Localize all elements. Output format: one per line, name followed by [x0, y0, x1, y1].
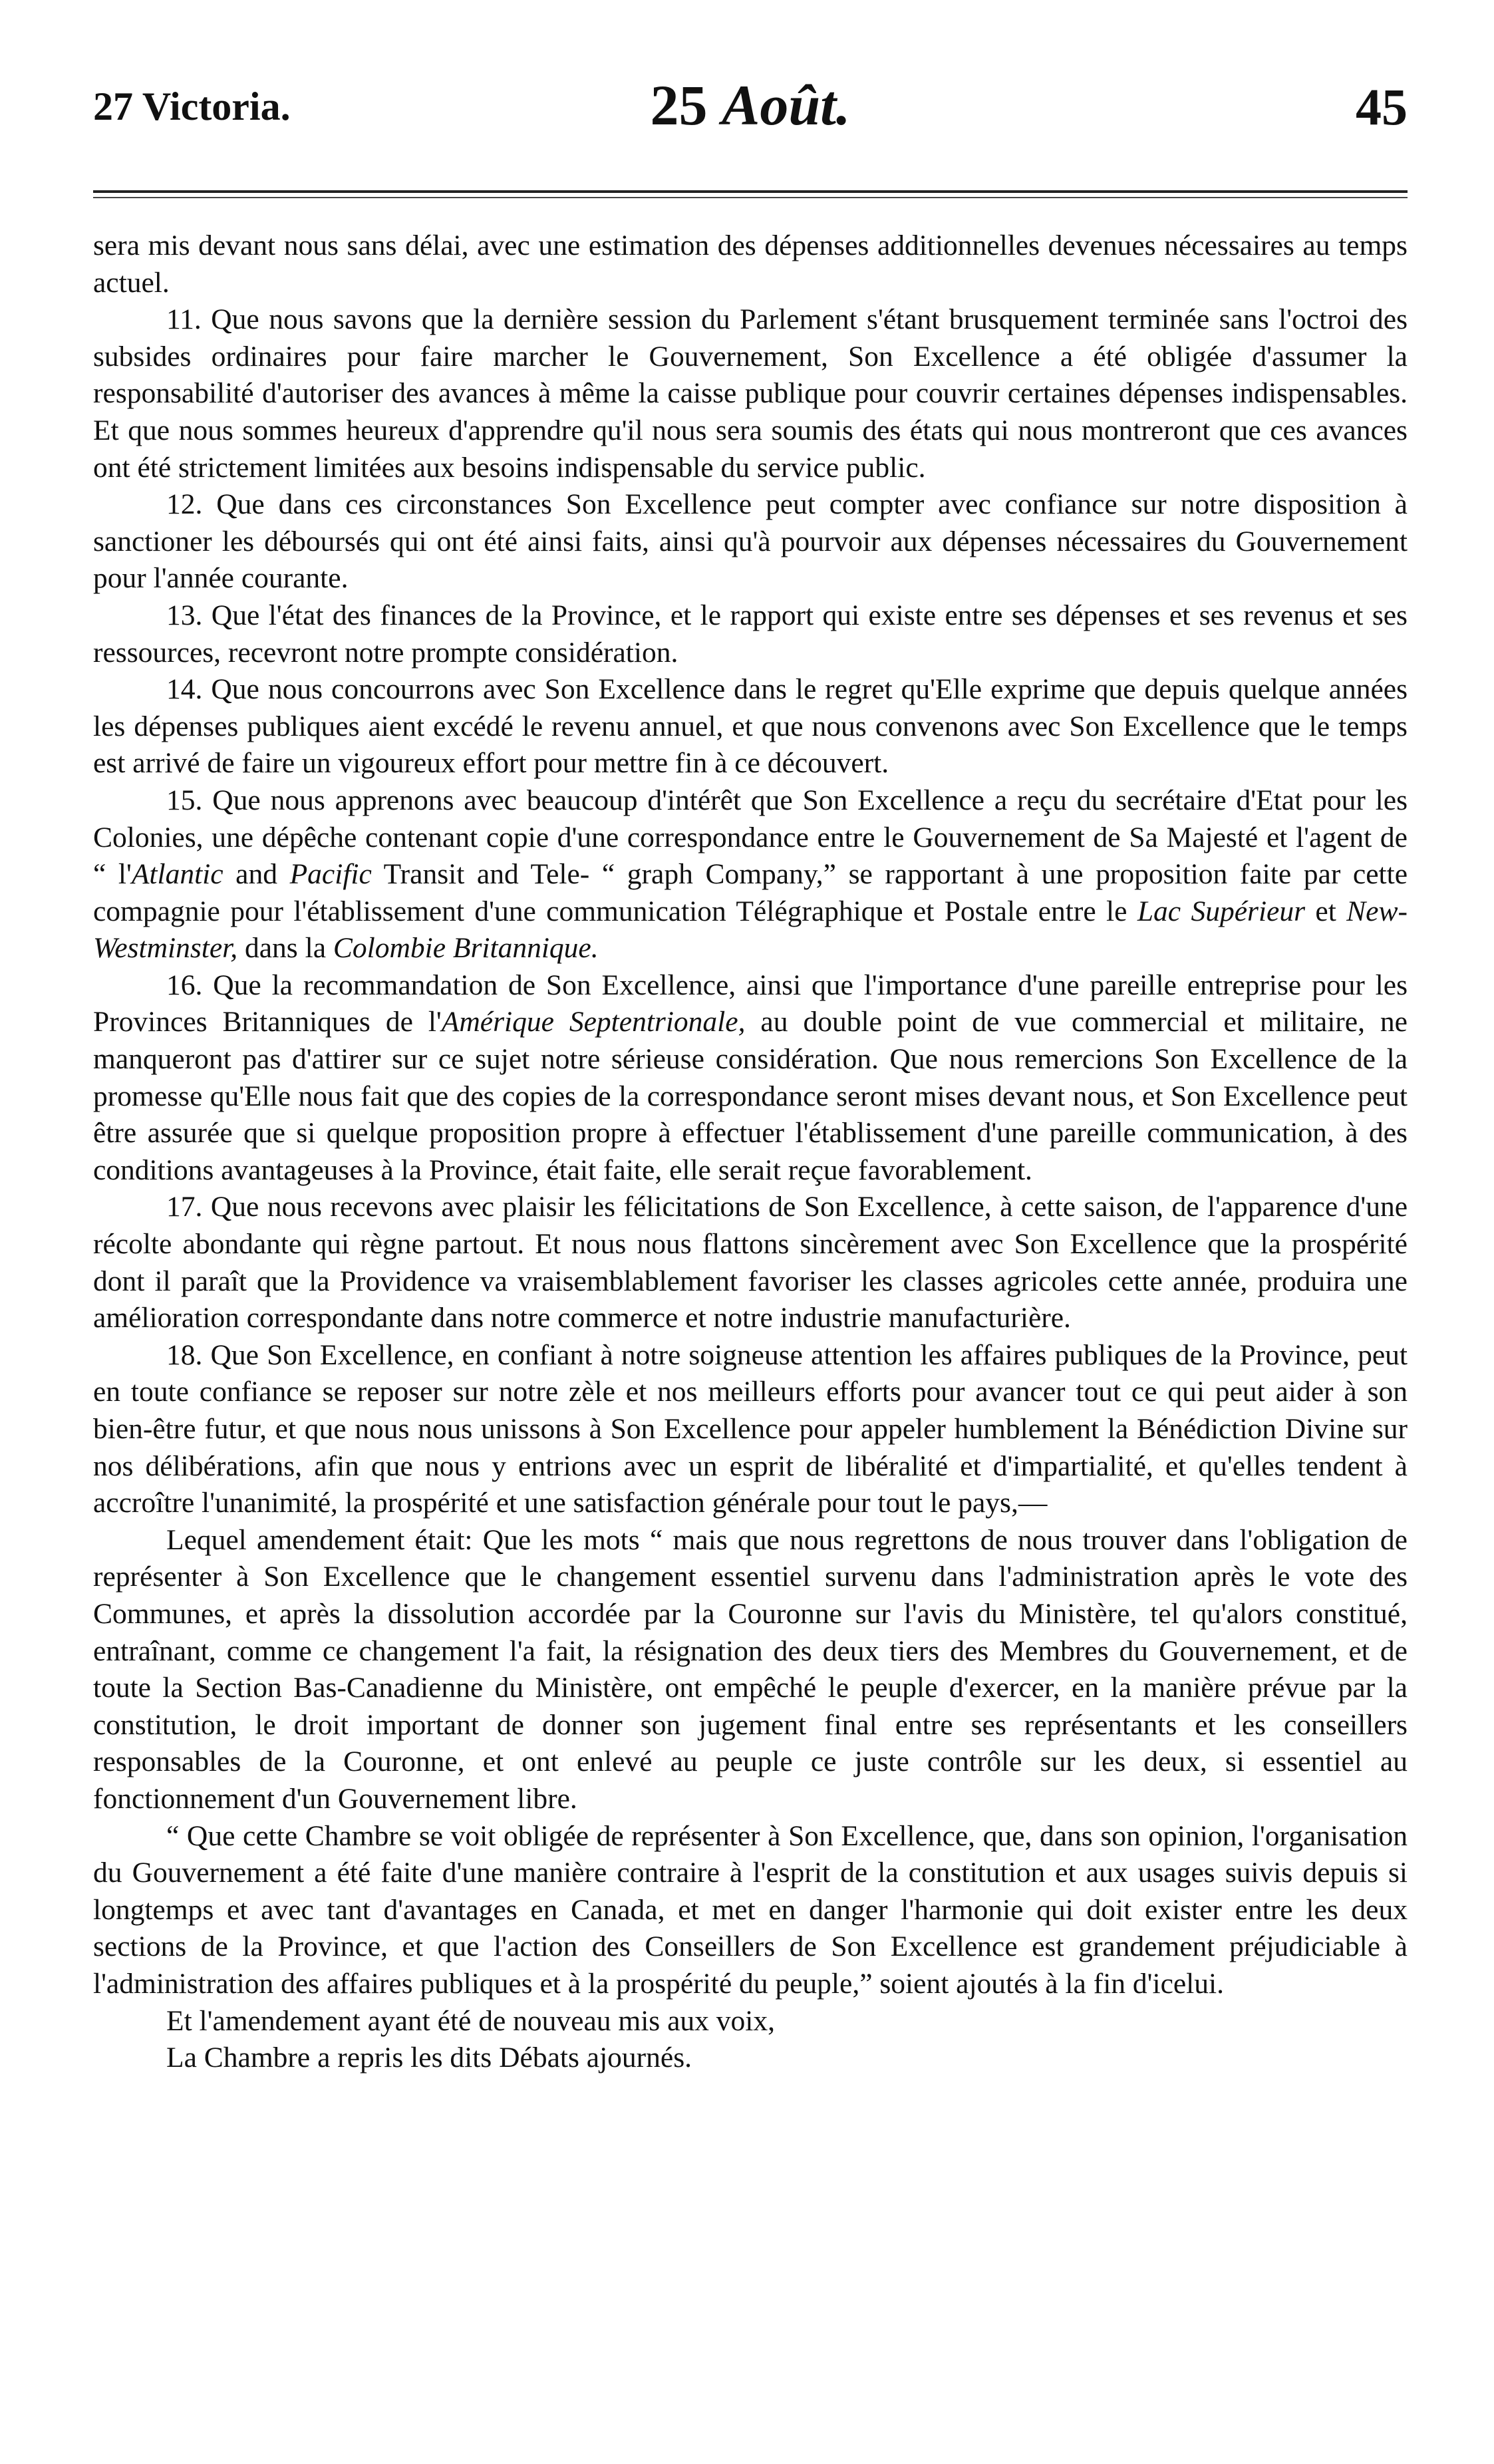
paragraph-15-text-a: 15. Que nous apprenons avec beaucoup d'intérêt que Son Excellence a reçu du secrétaire d'Etat pour les Colonies, une dépêche contenant copie d'une correspondance entre le Gouvernement de Sa Majesté et l'agent de “ l'	[93, 784, 1408, 891]
paragraph-16-text-b: au double point de vue commercial et militaire, ne manqueront pas d'attirer sur ce sujet notre sérieuse considération. Que nous remercions Son Excellence de la promesse qu'Elle nous fait que des copies de la correspondance seront mises devant nous, et Son Excellence peut être assurée que si quelque proposition propre à effectuer l'établissement d'une pareille communication, à des conditions avantageuses à la Province, était faite, elle serait reçue favorablement.	[93, 1006, 1408, 1186]
date-day: 25	[650, 73, 708, 137]
paragraph-amendment: Lequel amendement était: Que les mots “ mais que nous regrettons de nous trouver dans l'obligation de représenter à Son Excellence que le changement essentiel survenu dans l'administration après le vote des Communes, et après la dissolution accordée par la Couronne sur l'avis du Ministère, tel qu'alors constitué, entraînant, comme ce changement l'a fait, la résignation des deux tiers des Membres du Gouvernement, et de toute la Section Bas-Canadienne du Ministère, ont empêché le peuple d'exercer, en la manière prévue par la constitution, le droit important de donner son jugement final entre ses représentants et les conseillers responsables de la Couronne, et ont enlevé au peuple ce juste contrôle sur les deux, si essentiel au fonctionnement d'un Gouvernement libre.	[93, 1523, 1408, 1815]
atlantic-italic: Atlantic	[131, 858, 224, 891]
paragraph-amendment-quote: “ Que cette Chambre se voit obligée de représenter à Son Excellence, que, dans son opinion, l'organisation du Gouvernement a été faite d'une manière contraire à l'esprit de la constitution et aux usages suivis depuis si longtemps et avec tant d'avantages en Canada, et met en danger l'harmonie qui doit exister entre les deux sections de la Province, et que l'action des Conseillers de Son Excellence est grandement préjudiciable à l'administration des affaires publiques et à la prospérité du peuple,” soient ajoutés à la fin d'icelui.	[93, 1819, 1408, 2000]
paragraph-15-text-e: dans la	[237, 932, 333, 965]
paragraph-13: 13. Que l'état des finances de la Province, et le rapport qui existe entre ses dépenses et ses revenus et ses ressources, recevront notre prompte considération.	[93, 599, 1408, 669]
paragraph-15-text-b: and	[223, 858, 290, 891]
paragraph-16-text-a: 16. Que la recommandation de Son Excellence, ainsi que l'importance d'une pareille entreprise pour les Provinces Britanniques de l'	[93, 969, 1408, 1038]
colombie-britannique-italic: Colombie Britannique.	[333, 932, 599, 965]
paragraph-adjourned: La Chambre a repris les dits Débats ajournés.	[166, 2042, 692, 2074]
new-westminster-italic: New-Westminster,	[93, 895, 1408, 965]
date-month: Août.	[721, 73, 851, 137]
paragraph-15-text-c: Transit and Tele- “ graph Company,” se rapportant à une proposition faite par cette compagnie pour l'établissement d'une communication Télégraphique et Postale entre le	[93, 858, 1408, 927]
paragraph-18: 18. Que Son Excellence, en confiant à notre soigneuse attention les affaires publiques de la Province, peut en toute confiance se reposer sur notre zèle et nos meilleurs efforts pour avancer tout ce qui peut aider à son bien-être futur, et que nous nous unissons à Son Excellence pour appeler humblement la Bénédiction Divine sur nos délibérations, afin que nous y entrions avec un esprit de libéralité et d'impartialité, et qu'elles tendent à accroître l'unanimité, la prospérité et une satisfaction générale pour tout le pays,—	[93, 1338, 1408, 1519]
paragraph-14: 14. Que nous concourrons avec Son Excellence dans le regret qu'Elle exprime que depuis quelque années les dépenses publiques aient excédé le revenu annuel, et que nous convenons avec Son Excellence que le temps est arrivé de faire un vigoureux effort pour mettre fin à ce découvert.	[93, 673, 1408, 780]
pacific-italic: Pacific	[289, 858, 372, 891]
page-number: 45	[1356, 78, 1408, 136]
paragraph-continuation: sera mis devant nous sans délai, avec une estimation des dépenses additionnelles devenues nécessaires au temps actuel.	[93, 230, 1408, 299]
paragraph-16	[93, 967, 1408, 1189]
paragraph-12: 12. Que dans ces circonstances Son Excellence peut compter avec confiance sur notre disposition à sanctioner les déboursés qui ont été ainsi faits, ainsi qu'à pourvoir aux dépenses nécessaires du Gouvernement pour l'année courante.	[93, 488, 1408, 595]
document-body	[93, 228, 1408, 2077]
paragraph-vote: Et l'amendement ayant été de nouveau mis aux voix,	[166, 2004, 776, 2037]
header-rule-secondary	[93, 197, 1408, 198]
paragraph-11: 11. Que nous savons que la dernière session du Parlement s'étant brusquement terminée sans l'octroi des subsides ordinaires pour faire marcher le Gouvernement, Son Excellence a été obligée d'assumer la responsabilité d'autoriser des avances à même la caisse publique pour couvrir certaines dépenses indispensables. Et que nous sommes heureux d'apprendre qu'il nous sera soumis des états qui nous montreront que ces avances ont été strictement limitées aux besoins indispensable du service public.	[93, 303, 1408, 484]
paragraph-17: 17. Que nous recevons avec plaisir les félicitations de Son Excellence, à cette saison, de l'apparence d'une récolte abondante qui règne partout. Et nous nous flattons sincèrement avec Son Excellence que la prospérité dont il paraît que la Providence va vraisemblablement favoriser les classes agricoles cette année, produira une amélioration correspondante dans notre commerce et notre industrie manufacturière.	[93, 1191, 1408, 1334]
lac-superieur-italic: Lac Supérieur	[1137, 895, 1306, 927]
header-rule	[93, 190, 1408, 193]
paragraph-15-text-d: et	[1305, 895, 1347, 927]
page-header	[93, 72, 1408, 145]
amerique-septentrionale-italic: Amérique Septentrionale,	[441, 1006, 746, 1038]
session-date	[93, 72, 1408, 138]
paragraph-15	[93, 782, 1408, 967]
regnal-year: 27 Victoria.	[93, 84, 291, 128]
